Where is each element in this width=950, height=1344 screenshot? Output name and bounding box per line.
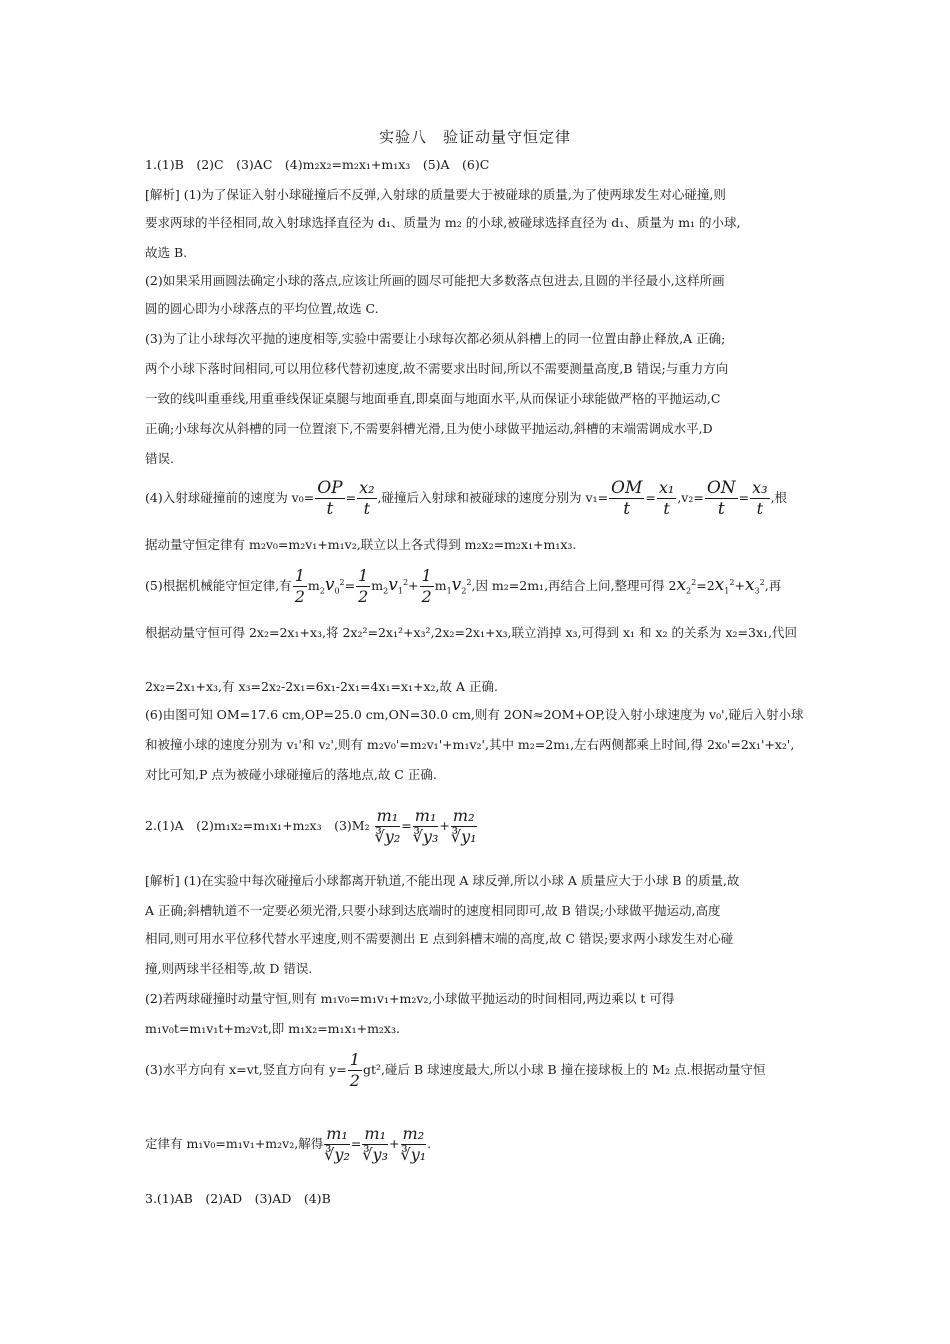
fraction-m1-y3: $\frac{\text{m₁}}{\text{∛y₃}}$ — [412, 806, 439, 846]
page-title: 实验八 验证动量守恒定律 — [378, 128, 571, 146]
q1-line: 错误. — [145, 451, 174, 466]
q2-answer: 2.(1)A (2)m₁x₂=m₁x₁+m₂x₃ (3)M₂ $\frac{\text{m₁}}{\text{∛y₂}}$ = $\frac{\text{m₁}}{\text{∛y₃}}$ + $\frac{\text{m₂}}{\text{∛y₁}}$ — [145, 806, 477, 846]
q2-result-equation: 定律有 m₁v₀=m₁v₁+m₂v₂,解得 $\frac{\text{m₁}}{\text{∛y₂}}$ = $\frac{\text{m₁}}{\text{∛y₃}}$ + $\frac{\text{m₂}}{\text{∛y₁}}$ . — [145, 1124, 432, 1164]
fraction-m1-y3: $\frac{\text{m₁}}{\text{∛y₃}}$ — [362, 1124, 389, 1164]
q1-line: 2x₂=2x₁+x₃,有 x₃=2x₂-2x₁=6x₁-2x₁=4x₁=x₁+x₂,故 A 正确. — [145, 679, 498, 694]
q2-line: [解析] (1)在实验中每次碰撞后小球都离开轨道,不能出现 A 球反弹,所以小球 A 质量应大于小球 B 的质量,故 — [145, 873, 740, 888]
fraction-half: $\frac{1}{2}$ — [421, 566, 432, 606]
q1-line: 要求两球的半径相同,故入射球选择直径为 d₁、质量为 m₂ 的小球,被碰球选择直径为 d₁、质量为 m₁ 的小球, — [145, 215, 741, 230]
q1-line: (3)为了让小球每次平抛的速度相等,实验中需要让小球每次都必须从斜槽上的同一位置由静止释放,A 正确; — [145, 331, 726, 346]
q3-answer: 3.(1)AB (2)AD (3)AD (4)B — [145, 1191, 331, 1206]
fraction-m1-y2: $\frac{\text{m₁}}{\text{∛y₂}}$ — [374, 806, 401, 846]
q1-line: 一致的线叫重垂线,用重垂线保证桌腿与地面垂直,即桌面与地面水平,从而保证小球能做严格的平抛运动,C — [145, 391, 721, 406]
fraction-m2-y1: $\frac{\text{m₂}}{\text{∛y₁}}$ — [450, 806, 477, 846]
fraction-half: $\frac{1}{2}$ — [349, 1050, 360, 1090]
q1-line: 和被撞小球的速度分别为 v₁'和 v₂',则有 m₂v₀'=m₂v₁'+m₁v₂',其中 m₂=2m₁,左右两侧都乘上时间,得 2x₀'=2x₁'+x₂', — [145, 737, 795, 752]
fraction-x2-t: $\frac{\text{x₂}}{t}$ — [359, 478, 375, 518]
fraction-om-t: $\frac{OM}{t}$ — [611, 478, 643, 519]
fraction-m1-y2: $\frac{\text{m₁}}{\text{∛y₂}}$ — [324, 1124, 350, 1164]
q1-line: (2)如果采用画圆法确定小球的落点,应该让所画的圆尽可能把大多数落点包进去,且圆的半径最小,这样所画 — [145, 273, 725, 288]
q1-line: 正确;小球每次从斜槽的同一位置滚下,不需要斜槽光滑,且为使小球做平抛运动,斜槽的末端需调成水平,D — [145, 421, 713, 436]
q1-line: 故选 B. — [145, 245, 188, 260]
q1-line: 对比可知,P 点为被碰小球碰撞后的落地点,故 C 正确. — [145, 767, 437, 782]
q1-energy-equation: (5)根据机械能守恒定律,有 $\frac{1}{2}$ $m_2v_0^2=$ $\frac{1}{2}$ $m_2v_1^2+$ $\frac{1}{2}$ $m_1v_2^2$,因 m₂=2m₁,再结合上问,整理可得 $2x_2^2=2x_1^2+x_3^2$,再 — [145, 566, 782, 606]
q2-motion-equation: (3)水平方向有 x=vt,竖直方向有 y= $\frac{1}{2}$ gt²,碰后 B 球速度最大,所以小球 B 撞在接球板上的 M₂ 点.根据动量守恒 — [145, 1050, 766, 1090]
q1-line: 根据动量守恒可得 2x₂=2x₁+x₃,将 2x₂²=2x₁²+x₃²,2x₂=2x₁+x₃,联立消掉 x₃,可得到 x₁ 和 x₂ 的关系为 x₂=3x₁,代回 — [145, 625, 798, 640]
q1-line: 圆的圆心即为小球落点的平均位置,故选 C. — [145, 301, 379, 316]
q2-line: (2)若两球碰撞时动量守恒,则有 m₁v₀=m₁v₁+m₂v₂,小球做平抛运动的时间相同,两边乘以 t 可得 — [145, 991, 675, 1006]
q2-line: A 正确;斜槽轨道不一定要必须光滑,只要小球到达底端时的速度相同即可,故 B 错误;小球做平抛运动,高度 — [145, 903, 721, 918]
fraction-x3-t: $\frac{\text{x₃}}{t}$ — [752, 478, 768, 518]
q1-line: 两个小球下落时间相同,可以用位移代替初速度,故不需要求出时间,所以不需要测量高度,B 错误;与重力方向 — [145, 361, 729, 376]
fraction-x1-t: $\frac{\text{x₁}}{t}$ — [658, 478, 675, 518]
q2-line: 撞,则两球半径相等,故 D 错误. — [145, 961, 313, 976]
q1-answer: 1.(1)B (2)C (3)AC (4)m₂x₂=m₂x₁+m₁x₃ (5)A (6)C — [145, 157, 490, 172]
fraction-op-t: $\frac{OP}{t}$ — [317, 478, 343, 519]
fraction-m2-y1: $\frac{\text{m₂}}{\text{∛y₁}}$ — [400, 1124, 427, 1164]
q2-line: 相同,则可用水平位移代替水平速度,则不需要测出 E 点到斜槽末端的高度,故 C 错误;要求两小球发生对心碰 — [145, 931, 734, 946]
q1-line: [解析] (1)为了保证入射小球碰撞后不反弹,入射球的质量要大于被碰球的质量,为了使两球发生对心碰撞,则 — [145, 187, 726, 202]
fraction-half: $\frac{1}{2}$ — [294, 566, 305, 606]
fraction-half: $\frac{1}{2}$ — [358, 566, 369, 606]
q1-velocity-equation: (4)入射球碰撞前的速度为 v₀= $\frac{OP}{t}$ = $\frac{\text{x₂}}{t}$ ,碰撞后入射球和被碰球的速度分别为 v₁= $\frac{OM}{t}$ = $\frac{\text{x₁}}{t}$ ,v₂= $\frac{ON}{t}$ = $\frac{\text{x₃}}{t}$ ,根 — [145, 478, 788, 519]
q1-line: (6)由图可知 OM=17.6 cm,OP=25.0 cm,ON=30.0 cm,则有 2ON≈2OM+OP,设入射小球速度为 v₀',碰后入射小球 — [145, 707, 804, 722]
q1-line: 据动量守恒定律有 m₂v₀=m₂v₁+m₁v₂,联立以上各式得到 m₂x₂=m₂x₁+m₁x₃. — [145, 537, 577, 552]
q2-line: m₁v₀t=m₁v₁t+m₂v₂t,即 m₁x₂=m₁x₁+m₂x₃. — [145, 1021, 400, 1036]
fraction-on-t: $\frac{ON}{t}$ — [706, 478, 736, 519]
